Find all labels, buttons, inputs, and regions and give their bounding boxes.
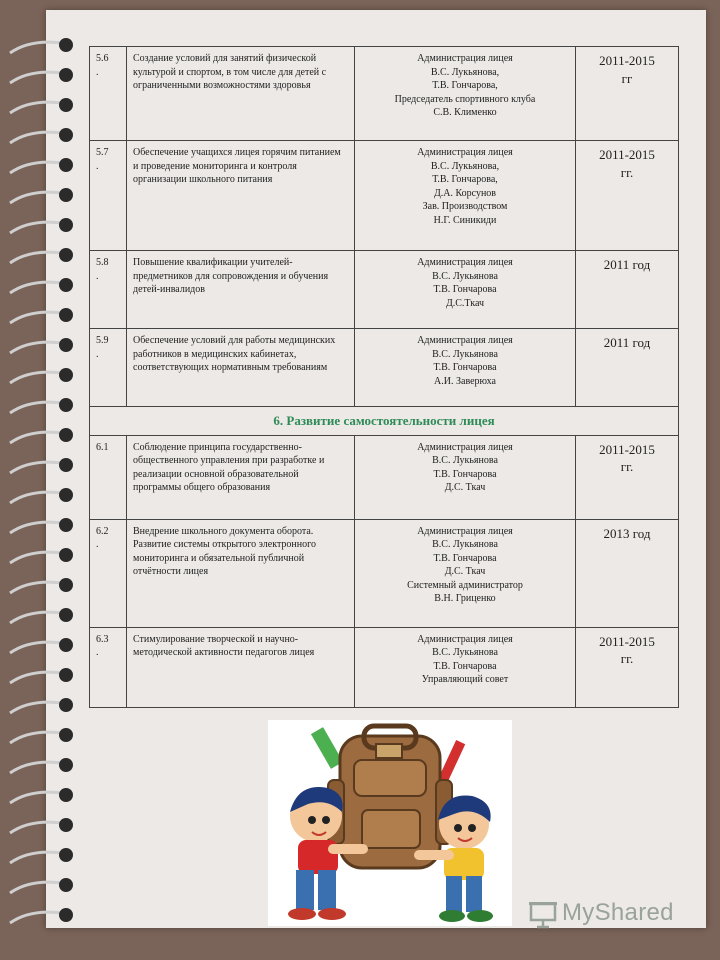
plan-row [90, 141, 679, 251]
responsible-line: Т.В. Гончарова, [432, 80, 498, 91]
binding-hole [59, 848, 73, 862]
task-description: Стимулирование творческой и научно-методической активности педагогов лицея [127, 627, 355, 707]
deadline: 2011-2015 гг. [576, 627, 679, 707]
responsible-line: Н.Г. Синикиди [433, 214, 497, 226]
children-backpack-illustration [268, 720, 512, 926]
binding-hole [59, 548, 73, 562]
responsible-line: В.С. Лукьянова [432, 647, 498, 659]
action-plan-table [89, 46, 679, 708]
binding-ring [10, 252, 62, 263]
responsible-line: Д.С. Ткач [444, 482, 486, 494]
binding-hole [59, 158, 73, 172]
binding-ring [10, 432, 62, 443]
binding-ring [10, 162, 62, 173]
binding-ring [10, 642, 62, 653]
binding-ring [10, 402, 62, 413]
responsible-line: Управляющий совет [421, 674, 509, 686]
plan-row [90, 251, 679, 329]
binding-ring [10, 372, 62, 383]
deadline: 2013 год [576, 519, 679, 627]
binding-hole [59, 908, 73, 922]
binding-ring [10, 192, 62, 203]
row-number: 5.8 . [90, 251, 127, 329]
binding-hole [59, 68, 73, 82]
responsible-line: Администрация лицея [417, 525, 513, 537]
responsible-persons [355, 627, 576, 707]
binding-ring [10, 852, 62, 863]
responsible-line: Д.С.Ткач [445, 297, 485, 309]
deadline: 2011 год [576, 329, 679, 407]
binding-hole [59, 488, 73, 502]
responsible-persons [355, 141, 576, 251]
binding-ring [10, 792, 62, 803]
responsible-line: Администрация лицея [417, 633, 513, 645]
deadline: 2011-2015 гг. [576, 141, 679, 251]
binding-hole [59, 608, 73, 622]
responsible-line: Председатель спортивного клуба [394, 93, 536, 105]
binding-ring [10, 522, 62, 533]
section-heading-row [90, 407, 679, 436]
responsible-line: В.С. Лукьянова, [430, 160, 500, 172]
task-description: Соблюдение принципа государственно-общественного управления при разработке и реализации основной образовательной программы общего образования [127, 435, 355, 519]
binding-ring [10, 732, 62, 743]
binding-hole [59, 698, 73, 712]
responsible-line: Т.В. Гончарова [433, 552, 497, 564]
binding-ring [10, 492, 62, 503]
responsible-line: В.С. Лукьянова [432, 270, 498, 282]
row-number: 5.6 . [90, 47, 127, 141]
responsible-line: В.С. Лукьянова [432, 539, 498, 551]
plan-row [90, 519, 679, 627]
binding-hole [59, 758, 73, 772]
responsible-line: Т.В. Гончарова, [432, 174, 498, 185]
binding-hole [59, 668, 73, 682]
deadline: 2011-2015 гг. [576, 435, 679, 519]
binding-hole [59, 458, 73, 472]
responsible-persons [355, 47, 576, 141]
row-number: 5.9 . [90, 329, 127, 407]
binding-ring [10, 102, 62, 113]
binding-hole [59, 338, 73, 352]
binding-ring [10, 912, 62, 923]
binding-hole [59, 248, 73, 262]
binding-hole [59, 128, 73, 142]
responsible-line: Администрация лицея [417, 147, 513, 158]
row-number: 6.2 . [90, 519, 127, 627]
responsible-line: Д.А. Корсунов [433, 187, 497, 199]
responsible-line: Т.В. Гончарова [433, 284, 497, 295]
section-title: 6. Развитие самостоятельности лицея [90, 407, 679, 436]
binding-hole [59, 368, 73, 382]
binding-ring [10, 72, 62, 83]
responsible-persons [355, 435, 576, 519]
binding-ring [10, 582, 62, 593]
binding-hole [59, 278, 73, 292]
deadline: 2011 год [576, 251, 679, 329]
responsible-line: А.И. Заверюха [434, 375, 496, 387]
responsible-line: В.С. Лукьянова [432, 348, 498, 360]
presentation-board-icon [528, 899, 558, 929]
responsible-persons [355, 519, 576, 627]
binding-ring [10, 462, 62, 473]
binding-hole [59, 818, 73, 832]
binding-ring [10, 42, 62, 53]
binding-ring [10, 282, 62, 293]
plan-row [90, 627, 679, 707]
binding-ring [10, 612, 62, 623]
binding-hole [59, 728, 73, 742]
task-description: Повышение квалификации учителей-предметников для сопровождения и обучения детей-инвалидов [127, 251, 355, 329]
responsible-line: Т.В. Гончарова [433, 362, 497, 373]
binding-hole [59, 638, 73, 652]
binding-hole [59, 578, 73, 592]
binding-ring [10, 312, 62, 323]
binding-hole [59, 518, 73, 532]
binding-ring [10, 222, 62, 233]
responsible-line: Администрация лицея [417, 257, 513, 268]
responsible-persons [355, 251, 576, 329]
responsible-persons [355, 329, 576, 407]
task-description: Создание условий для занятий физической культурой и спортом, в том числе для детей с ограниченными возможностями здоровья [127, 47, 355, 141]
binding-hole [59, 38, 73, 52]
binding-hole [59, 308, 73, 322]
binding-hole [59, 398, 73, 412]
row-number: 6.1 [90, 435, 127, 519]
binding-hole [59, 188, 73, 202]
responsible-line: Администрация лицея [417, 335, 513, 346]
binding-hole [59, 428, 73, 442]
responsible-line: Т.В. Гончарова [433, 660, 497, 672]
myshared-watermark [528, 897, 688, 931]
task-description: Обеспечение учащихся лицея горячим питанием и проведение мониторинга и контроля организации школьного питания [127, 141, 355, 251]
responsible-line: В.С. Лукьянова [432, 455, 498, 467]
responsible-line: Администрация лицея [417, 441, 513, 453]
binding-hole [59, 98, 73, 112]
plan-row [90, 435, 679, 519]
responsible-line: В.Н. Гриценко [434, 593, 496, 605]
responsible-line: С.В. Клименко [433, 107, 497, 118]
watermark-text: MyShared [562, 899, 674, 926]
binding-ring [10, 702, 62, 713]
responsible-line: Администрация лицея [417, 53, 513, 64]
row-number: 6.3 . [90, 627, 127, 707]
deadline: 2011-2015 гг [576, 47, 679, 141]
binding-ring [10, 822, 62, 833]
binding-ring [10, 132, 62, 143]
binding-ring [10, 882, 62, 893]
binding-ring [10, 342, 62, 353]
responsible-line: Зав. Производством [422, 201, 508, 212]
binding-hole [59, 878, 73, 892]
binding-ring [10, 672, 62, 683]
spiral-binding [0, 30, 80, 930]
binding-hole [59, 788, 73, 802]
task-description: Обеспечение условий для работы медицинских работников в медицинских кабинетах, соответствующих нормативным требованиям [127, 329, 355, 407]
responsible-line: В.С. Лукьянова, [430, 66, 500, 78]
responsible-line: Системный администратор [407, 579, 523, 591]
responsible-line: Д.С. Ткач [444, 566, 486, 578]
row-number: 5.7 . [90, 141, 127, 251]
binding-ring [10, 552, 62, 563]
responsible-line: Т.В. Гончарова [433, 468, 497, 480]
children-carrying-backpack-icon [268, 720, 512, 926]
binding-ring [10, 762, 62, 773]
plan-row [90, 329, 679, 407]
plan-row [90, 47, 679, 141]
binding-hole [59, 218, 73, 232]
task-description: Внедрение школьного документа оборота. Развитие системы открытого электронного мониторинга и обязательной публичной отчётности лицея [127, 519, 355, 627]
